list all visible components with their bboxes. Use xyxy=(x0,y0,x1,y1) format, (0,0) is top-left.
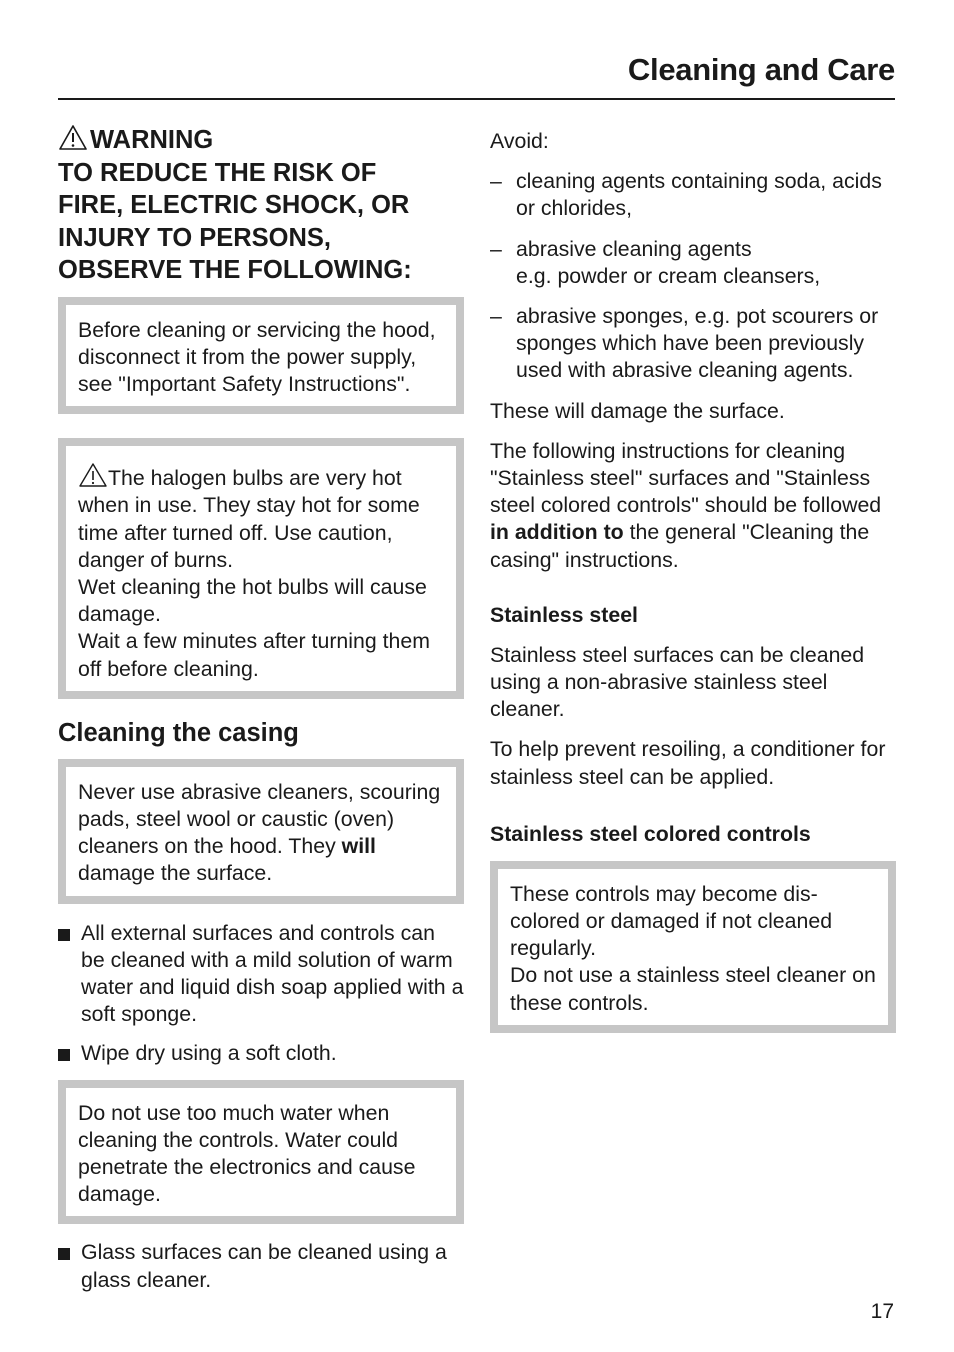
list-item: Glass surfaces can be cleaned using a glass cleaner. xyxy=(58,1239,464,1293)
dash-marker: – xyxy=(490,169,502,194)
dash-marker: – xyxy=(490,236,502,261)
page-number: 17 xyxy=(870,1300,894,1323)
section-heading-cleaning-casing: Cleaning the casing xyxy=(58,718,299,747)
warning-line: TO REDUCE THE RISK OF xyxy=(58,158,377,187)
avoid-list xyxy=(490,168,896,384)
list-item: Wipe dry using a soft cloth. xyxy=(58,1040,464,1067)
halogen-note-text: The halogen bulbs are very hot when in use. They stay hot for some time after turned off. Use caution, danger of burns. xyxy=(78,466,420,572)
page-header xyxy=(58,50,895,100)
warning-heading xyxy=(58,124,464,287)
controls-note-box: These controls may become dis- colored or damaged if not cleaned regularly. Do not use a stainless steel cleaner on these controls. xyxy=(490,861,896,1033)
safety-note-text: Before cleaning or servicing the hood, disconnect it from the power supply, see "Important Safety Instructions". xyxy=(78,317,436,396)
section-heading-colored-controls: Stainless steel colored controls xyxy=(490,821,811,846)
list-item: – cleaning agents containing soda, acids or chlorides, xyxy=(490,169,882,221)
safety-note-box xyxy=(58,297,464,415)
bullet-list xyxy=(58,1239,464,1293)
bullet-square-icon xyxy=(58,929,70,941)
warning-triangle-icon xyxy=(58,124,88,151)
warning-line: INJURY TO PERSONS, xyxy=(58,223,332,252)
bullet-list xyxy=(58,920,464,1068)
abrasive-note-text: Never use abrasive cleaners, scouring pads, steel wool or caustic (oven) cleaners on the hood. They xyxy=(78,779,441,859)
water-note-box xyxy=(58,1080,464,1225)
list-item: All external surfaces and controls can be cleaned with a mild solution of warm water and liquid dish soap applied with a soft sponge. xyxy=(58,920,464,1029)
bullet-square-icon xyxy=(58,1049,70,1061)
list-item: – abrasive sponges, e.g. pot scourers or sponges which have been previously used with abrasive cleaning agents. xyxy=(490,304,879,383)
water-note-text: Do not use too much water when cleaning the controls. Water could penetrate the electronics and cause damage. xyxy=(78,1100,416,1207)
avoid-label: Avoid: xyxy=(490,129,549,153)
abrasive-note-text: damage the surface. xyxy=(78,861,273,886)
warning-line: FIRE, ELECTRIC SHOCK, OR xyxy=(58,191,410,219)
halogen-note-text: Wait a few minutes after turning them off before cleaning. xyxy=(78,629,430,681)
stainless-text: To help prevent resoiling, a conditioner for stainless steel can be applied. xyxy=(490,737,886,789)
left-column xyxy=(58,124,464,1306)
right-column xyxy=(490,128,896,1033)
abrasive-note-bold: will xyxy=(341,834,376,859)
halogen-note-text: Wet cleaning the hot bulbs will cause damage. xyxy=(78,574,427,627)
bullet-square-icon xyxy=(58,1248,70,1260)
instructions-text: The following instructions for cleaning "Stainless steel" surfaces and "Stainless steel colored controls" should be followed in addition to the general "Cleaning the casing" instructions. xyxy=(490,438,882,572)
page-title: Cleaning and Care xyxy=(627,52,895,87)
stainless-text: Stainless steel surfaces can be cleaned using a non-abrasive stainless steel cleaner. xyxy=(490,642,865,722)
abrasive-note-box xyxy=(58,759,464,904)
warning-line: OBSERVE THE FOLLOWING: xyxy=(58,256,412,284)
controls-note-text: Do not use a stainless steel cleaner on these controls. xyxy=(510,963,876,1015)
dash-marker: – xyxy=(490,304,502,329)
damage-text: These will damage the surface. xyxy=(490,398,785,423)
list-item: – abrasive cleaning agents e.g. powder or cream cleansers, xyxy=(490,236,821,288)
section-heading-stainless-steel: Stainless steel xyxy=(490,602,638,627)
warning-triangle-icon xyxy=(78,462,108,488)
halogen-note-box xyxy=(58,438,464,699)
warning-label: WARNING xyxy=(90,126,214,154)
